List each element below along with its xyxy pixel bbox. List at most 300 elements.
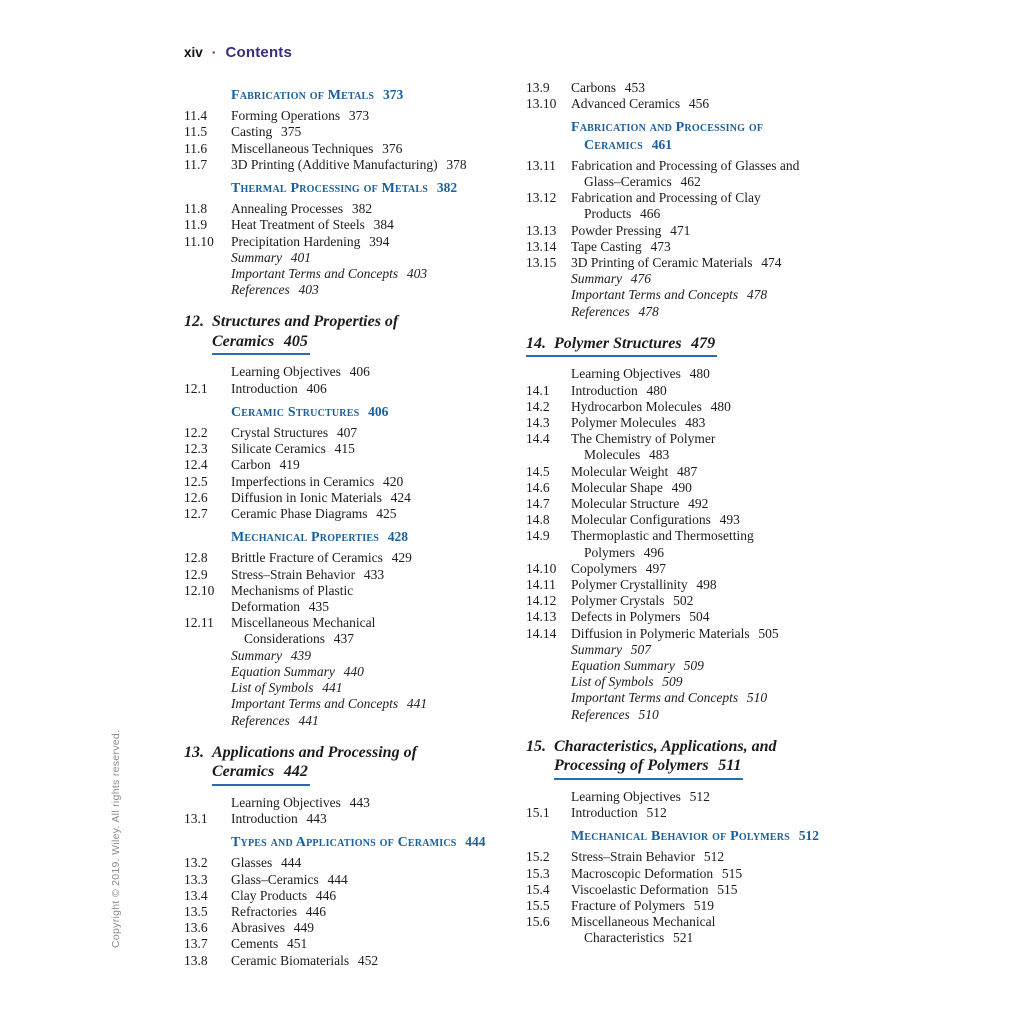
toc-backmatter-item	[526, 304, 870, 320]
entry-title-line	[571, 304, 870, 320]
toc-entry	[526, 383, 870, 399]
entry-title-line	[231, 615, 510, 631]
entry-title-line	[231, 795, 510, 811]
entry-title	[231, 713, 510, 729]
entry-title	[231, 381, 510, 397]
entry-title	[571, 707, 870, 723]
entry-title-line	[571, 674, 870, 690]
chapter-number: 12.	[184, 313, 204, 331]
entry-title-text: Introduction	[231, 810, 298, 826]
entry-page-number: 401	[290, 249, 312, 265]
toc-entry	[184, 124, 510, 140]
chapter-underlined-text	[554, 756, 743, 780]
entry-title-line	[571, 849, 870, 865]
entry-title-line	[231, 457, 510, 473]
entry-title-line	[231, 920, 510, 936]
entry-title-text: Copolymers	[571, 560, 637, 576]
entry-title-line	[571, 431, 870, 447]
toc-backmatter-item	[526, 271, 870, 287]
entry-title	[571, 642, 870, 658]
toc-backmatter-item	[184, 266, 510, 282]
entry-number: 15.4	[526, 881, 550, 897]
chapter-heading-line	[526, 334, 870, 358]
entry-title-text: Hydrocarbon Molecules	[571, 398, 702, 414]
toc-entry	[184, 583, 510, 615]
entry-title	[571, 190, 870, 222]
entry-page-number: 406	[306, 380, 327, 396]
entry-title	[231, 550, 510, 566]
entry-title	[571, 255, 870, 271]
toc-entry	[526, 882, 870, 898]
toc-section-heading	[184, 404, 510, 421]
entry-title	[571, 399, 870, 415]
entry-number	[526, 707, 571, 723]
entry-title-line	[231, 713, 510, 729]
toc-backmatter-item	[526, 642, 870, 658]
entry-number	[184, 250, 231, 266]
toc-backmatter-item	[526, 690, 870, 706]
entry-title	[231, 282, 510, 298]
entry-title	[571, 239, 870, 255]
entry-title	[231, 266, 510, 282]
toc-section-heading	[526, 119, 870, 153]
toc-entry	[184, 615, 510, 647]
toc-entry	[184, 920, 510, 936]
entry-page-number: 449	[293, 920, 315, 936]
toc-entry	[184, 141, 510, 157]
chapter-text	[554, 738, 777, 755]
entry-title-text: List of Symbols	[571, 674, 654, 690]
entry-page-number: 441	[322, 680, 343, 696]
chapter-underlined-text	[212, 332, 310, 356]
page-title: Contents	[225, 44, 293, 61]
entry-title	[231, 425, 510, 441]
toc-entry	[526, 80, 870, 96]
entry-page-number: 480	[689, 366, 710, 382]
entry-title-line	[571, 609, 870, 625]
entry-title-text: Products	[584, 206, 632, 222]
entry-title-text: Polymers	[584, 544, 636, 560]
entry-title-line	[571, 174, 870, 190]
entry-title-text: Polymer Crystallinity	[571, 576, 688, 592]
section-heading-text: Fabrication of Metals	[231, 88, 375, 103]
entry-title	[231, 615, 510, 647]
entry-page-number: 462	[680, 174, 701, 190]
toc-entry	[184, 904, 510, 920]
entry-page-number: 496	[643, 544, 665, 560]
entry-page-number: 415	[334, 441, 355, 457]
entry-title-text: Molecular Structure	[571, 495, 680, 511]
entry-title	[571, 271, 870, 287]
toc-entry	[526, 415, 870, 431]
toc-entry	[184, 567, 510, 583]
toc-entry	[526, 480, 870, 496]
toc-section-heading	[184, 529, 510, 546]
entry-title-line	[231, 888, 510, 904]
toc-entry	[526, 255, 870, 271]
entry-number	[184, 713, 231, 729]
entry-number: 13.6	[184, 920, 208, 936]
section-heading-line	[571, 137, 870, 154]
entry-title-text: Defects in Polymers	[571, 609, 681, 625]
chapter-number: 14.	[526, 334, 546, 352]
entry-number: 14.7	[526, 495, 550, 511]
entry-title-text: Learning Objectives	[571, 788, 681, 804]
entry-title-line	[231, 250, 510, 266]
entry-title	[571, 96, 870, 112]
entry-page-number: 490	[671, 479, 692, 495]
entry-title	[231, 795, 510, 811]
page-folio: xiv	[184, 45, 203, 60]
entry-title-line	[571, 447, 870, 463]
entry-title-line	[571, 80, 870, 96]
entry-title-text: Equation Summary	[571, 658, 675, 673]
entry-title-text: Fabrication and Processing of Glasses and	[571, 157, 800, 173]
entry-title-line	[571, 255, 870, 271]
entry-page-number: 382	[436, 180, 458, 196]
entry-number: 12.11	[184, 615, 214, 631]
toc-entry	[526, 190, 870, 222]
entry-title-text: Brittle Fracture of Ceramics	[231, 550, 383, 566]
entry-title-line	[571, 158, 870, 174]
entry-page-number: 403	[298, 282, 319, 298]
toc-section-heading	[184, 180, 510, 197]
entry-title-line	[571, 223, 870, 239]
entry-title-line	[231, 583, 510, 599]
entry-title-text: List of Symbols	[231, 680, 314, 696]
entry-title-line	[571, 366, 870, 382]
entry-title	[571, 496, 870, 512]
entry-number: 13.1	[184, 810, 208, 826]
entry-number: 15.3	[526, 865, 550, 881]
chapter-title: Polymer Structures	[554, 334, 682, 352]
toc-backmatter-item	[526, 707, 870, 723]
section-heading-line	[231, 87, 510, 104]
entry-title-line	[571, 239, 870, 255]
entry-page-number: 479	[691, 334, 716, 352]
entry-page-number: 419	[279, 457, 300, 473]
entry-title-text: Important Terms and Concepts	[231, 696, 399, 712]
toc-entry	[184, 855, 510, 871]
entry-title-text: Learning Objectives	[571, 366, 681, 382]
entry-title-text: Introduction	[571, 805, 638, 821]
entry-title-text: Equation Summary	[231, 663, 335, 679]
section-heading-line	[231, 529, 510, 546]
entry-title-line	[571, 690, 870, 706]
toc-entry	[526, 577, 870, 593]
entry-title	[231, 648, 510, 664]
entry-page-number: 444	[465, 834, 486, 850]
toc-entry	[526, 96, 870, 112]
entry-number: 11.8	[184, 201, 208, 217]
entry-title-line	[231, 381, 510, 397]
entry-title-text: Important Terms and Concepts	[571, 690, 739, 706]
chapter-heading-line	[184, 762, 510, 786]
entry-title	[571, 898, 870, 914]
toc-backmatter-item	[526, 674, 870, 690]
entry-title	[571, 480, 870, 496]
entry-page-number: 375	[281, 124, 302, 140]
entry-number: 13.4	[184, 887, 208, 903]
toc-entry	[526, 464, 870, 480]
section-heading-text: Ceramics	[584, 137, 643, 153]
entry-title-text: Glasses	[231, 855, 273, 871]
entry-title-line	[231, 855, 510, 871]
entry-number: 11.7	[184, 156, 208, 172]
entry-number: 15.1	[526, 805, 550, 821]
entry-page-number: 444	[281, 855, 302, 871]
entry-number: 13.9	[526, 80, 550, 95]
entry-number	[184, 364, 231, 380]
entry-title-line	[231, 217, 510, 233]
entry-title-line	[231, 567, 510, 583]
entry-page-number: 487	[677, 463, 698, 479]
entry-title-line	[231, 124, 510, 140]
toc-entry	[526, 158, 870, 190]
entry-number: 12.3	[184, 441, 208, 457]
entry-title-line	[571, 545, 870, 561]
entry-title-text: Fabrication and Processing of Clay	[571, 190, 761, 206]
entry-title-line	[231, 696, 510, 712]
entry-page-number: 443	[306, 810, 327, 826]
entry-page-number: 420	[382, 473, 404, 489]
entry-title-text: References	[231, 712, 290, 728]
entry-page-number: 443	[349, 794, 370, 810]
entry-title-line	[571, 96, 870, 112]
entry-page-number: 403	[406, 266, 428, 282]
toc-column-right	[526, 80, 870, 947]
entry-page-number: 406	[368, 403, 389, 419]
chapter-title: Ceramics	[212, 763, 275, 781]
entry-title-line	[231, 550, 510, 566]
section-heading-text: Mechanical Properties	[231, 530, 380, 546]
entry-number: 12.8	[184, 550, 208, 566]
toc-entry	[526, 399, 870, 415]
toc-entry	[184, 795, 510, 811]
entry-page-number: 478	[746, 287, 768, 303]
toc-entry	[526, 609, 870, 625]
entry-title	[571, 512, 870, 528]
entry-title	[231, 124, 510, 140]
entry-title	[571, 577, 870, 593]
entry-title-line	[571, 707, 870, 723]
entry-title-line	[571, 642, 870, 658]
chapter-heading-line	[526, 737, 870, 757]
toc-entry	[184, 201, 510, 217]
entry-page-number: 429	[391, 550, 412, 566]
entry-title	[231, 234, 510, 250]
section-heading-text: Ceramic Structures	[231, 404, 360, 420]
entry-title-line	[231, 490, 510, 506]
entry-title-text: Summary	[571, 271, 622, 287]
entry-title	[231, 250, 510, 266]
entry-title-line	[231, 648, 510, 664]
entry-title	[231, 474, 510, 490]
entry-title-text: Advanced Ceramics	[571, 96, 681, 112]
toc-section-heading	[526, 828, 870, 845]
chapter-text	[212, 744, 417, 761]
toc-entry	[184, 811, 510, 827]
entry-title	[571, 287, 870, 303]
entry-page-number: 437	[333, 631, 355, 647]
toc-entry	[526, 914, 870, 946]
chapter-text	[212, 313, 398, 330]
entry-title	[231, 490, 510, 506]
copyright-sidebar-text: Copyright © 2019. Wiley. All rights reserved.	[110, 729, 122, 948]
entry-title	[231, 904, 510, 920]
entry-number: 12.5	[184, 473, 208, 489]
entry-number: 13.15	[526, 255, 557, 271]
chapter-title: Processing of Polymers	[554, 757, 709, 775]
entry-page-number: 502	[673, 593, 694, 609]
entry-title-line	[571, 866, 870, 882]
entry-page-number: 515	[717, 881, 738, 897]
entry-number: 15.6	[526, 914, 550, 930]
entry-title-line	[571, 271, 870, 287]
toc-backmatter-item	[184, 713, 510, 729]
section-heading-line	[231, 834, 510, 851]
toc-entry	[526, 239, 870, 255]
entry-title-line	[231, 599, 510, 615]
section-heading-text: Types and Applications of Ceramics	[231, 835, 457, 851]
entry-title-line	[231, 631, 510, 647]
entry-page-number: 473	[650, 238, 671, 254]
toc-entry	[526, 561, 870, 577]
entry-page-number: 446	[305, 903, 326, 919]
entry-number: 14.8	[526, 512, 550, 528]
entry-number: 11.5	[184, 124, 208, 140]
entry-title-text: The Chemistry of Polymer	[571, 431, 716, 447]
entry-page-number: 442	[283, 763, 308, 781]
entry-title	[231, 141, 510, 157]
entry-title-line	[231, 425, 510, 441]
entry-page-number: 483	[649, 447, 670, 463]
toc-entry	[526, 898, 870, 914]
entry-title-line	[571, 528, 870, 544]
entry-title	[231, 680, 510, 696]
entry-page-number: 483	[685, 414, 706, 430]
entry-title	[571, 805, 870, 821]
entry-title-text: Precipitation Hardening	[231, 233, 361, 249]
chapter-title: Characteristics, Applications, and	[554, 737, 777, 755]
entry-number: 14.3	[526, 414, 550, 430]
entry-title-line	[571, 914, 870, 930]
entry-title-text: Viscoelastic Deformation	[571, 881, 709, 897]
toc-entry	[184, 457, 510, 473]
section-heading-text: Fabrication and Processing of	[571, 120, 764, 136]
entry-title	[231, 506, 510, 522]
entry-number: 11.6	[184, 140, 208, 156]
toc-chapter-heading	[184, 743, 510, 786]
entry-number: 12.4	[184, 457, 208, 473]
entry-page-number: 466	[640, 206, 661, 222]
entry-title-line	[571, 415, 870, 431]
entry-number: 13.3	[184, 871, 208, 887]
section-heading-line	[571, 119, 870, 136]
entry-title	[571, 528, 870, 560]
entry-title-line	[571, 789, 870, 805]
entry-title-text: Tape Casting	[571, 238, 642, 254]
entry-title-text: 3D Printing (Additive Manufacturing)	[231, 156, 438, 172]
entry-page-number: 509	[683, 658, 704, 673]
section-heading-line	[231, 404, 510, 421]
entry-page-number: 471	[670, 222, 691, 238]
entry-page-number: 444	[327, 871, 348, 887]
entry-title-text: Molecular Shape	[571, 479, 663, 495]
entry-page-number: 512	[689, 788, 710, 804]
entry-page-number: 384	[373, 217, 394, 233]
entry-number	[526, 690, 571, 706]
entry-page-number: 498	[696, 576, 717, 592]
entry-page-number: 478	[638, 303, 659, 319]
entry-page-number: 512	[703, 849, 725, 865]
entry-title	[571, 561, 870, 577]
entry-title-line	[231, 234, 510, 250]
entry-title-text: Ceramic Biomaterials	[231, 952, 350, 968]
entry-page-number: 480	[646, 382, 667, 398]
entry-title-text: Learning Objectives	[231, 794, 341, 810]
chapter-heading-line	[184, 332, 510, 356]
entry-number: 14.14	[526, 625, 557, 641]
entry-number: 14.2	[526, 398, 550, 414]
entry-title-text: Glass–Ceramics	[584, 174, 672, 190]
entry-title-line	[571, 206, 870, 222]
entry-title	[231, 364, 510, 380]
entry-page-number: 509	[662, 674, 683, 690]
entry-number: 12.9	[184, 566, 208, 582]
toc-entry	[526, 496, 870, 512]
entry-page-number: 441	[298, 712, 319, 728]
entry-title-text: Molecular Configurations	[571, 512, 711, 528]
entry-title-line	[571, 287, 870, 303]
entry-page-number: 446	[315, 887, 337, 903]
chapter-title: Applications and Processing of	[212, 743, 417, 761]
entry-number: 12.10	[184, 582, 215, 598]
entry-title-text: References	[571, 706, 630, 722]
entry-number	[184, 680, 231, 696]
toc-entry	[184, 364, 510, 380]
entry-title-line	[571, 658, 870, 674]
entry-page-number: 433	[363, 566, 385, 582]
entry-title	[231, 872, 510, 888]
entry-title-line	[231, 811, 510, 827]
entry-page-number: 493	[719, 512, 740, 528]
entry-page-number: 515	[721, 865, 743, 881]
section-heading-line	[231, 180, 510, 197]
entry-title-text: Abrasives	[231, 920, 285, 936]
entry-page-number: 435	[308, 599, 329, 615]
entry-title-line	[231, 936, 510, 952]
entry-number	[184, 795, 231, 811]
entry-title-line	[231, 157, 510, 173]
toc-section-heading	[184, 87, 510, 104]
entry-number: 14.4	[526, 431, 550, 447]
entry-title-text: Deformation	[231, 599, 300, 615]
entry-title	[231, 936, 510, 952]
entry-page-number: 451	[287, 936, 308, 952]
toc-entry	[184, 888, 510, 904]
entry-page-number: 510	[638, 706, 659, 722]
entry-number: 13.10	[526, 96, 557, 112]
toc-entry	[184, 506, 510, 522]
entry-number: 13.5	[184, 903, 208, 919]
entry-title-text: Imperfections in Ceramics	[231, 473, 375, 489]
toc-entry	[526, 805, 870, 821]
entry-number	[526, 366, 571, 382]
entry-page-number: 519	[693, 898, 714, 914]
entry-title-line	[571, 882, 870, 898]
chapter-underlined-text	[212, 762, 310, 786]
